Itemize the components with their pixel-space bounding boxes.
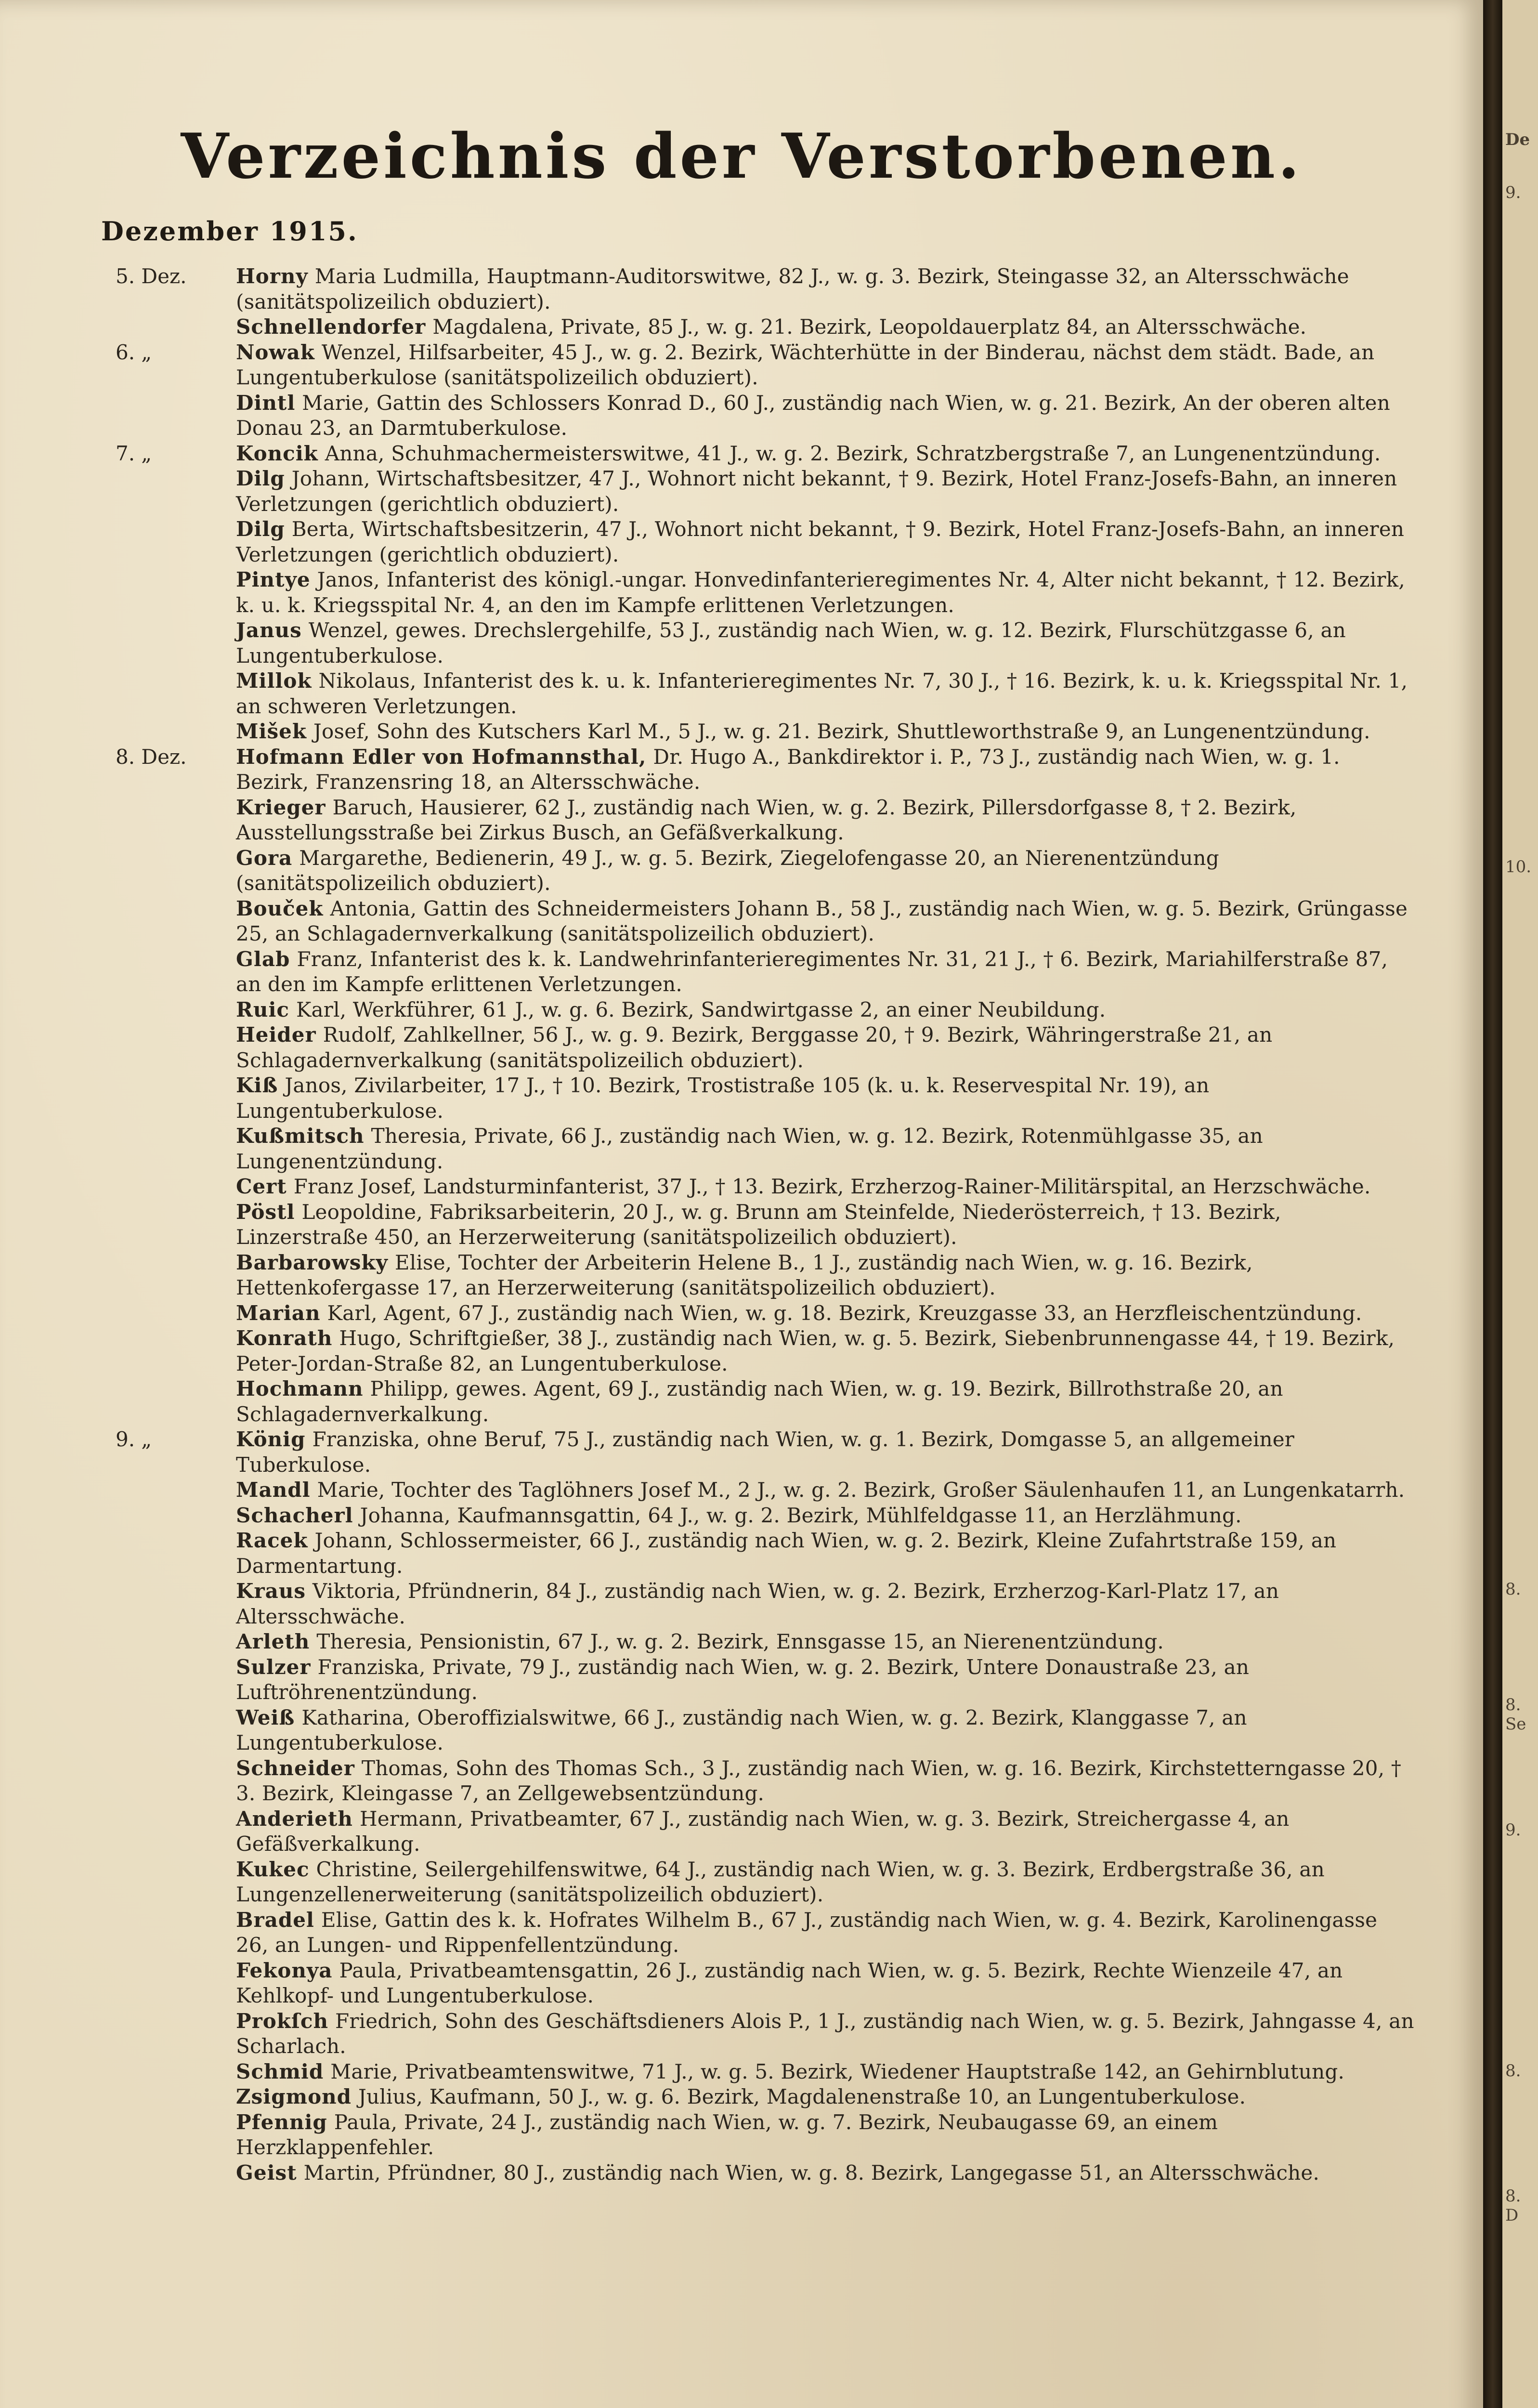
entry-details: Viktoria, Pfründnerin, 84 J., zuständig nach Wien, w. g. 2. Bezirk, Erzherzog-Karl-Platz 17, an Altersschwäche. [236, 1579, 1279, 1628]
entry-body [236, 1503, 1416, 1529]
entry-body [236, 517, 1416, 567]
death-entry [0, 2160, 1483, 2186]
adjacent-page-fragment: 8. Se [1505, 1695, 1526, 1734]
entry-surname: Krieger [236, 795, 326, 819]
adjacent-page-fragment: 9. [1505, 1820, 1521, 1840]
adjacent-page-fragment: 8. [1505, 2061, 1521, 2081]
death-entry [0, 719, 1483, 745]
adjacent-page-fragment: 9. [1505, 183, 1521, 202]
entry-body [236, 1908, 1416, 1958]
death-entry [0, 1528, 1483, 1579]
entry-details: Anna, Schuhmachermeisterswitwe, 41 J., w. g. 2. Bezirk, Schratzbergstraße 7, an Lungenentzündung. [325, 441, 1381, 465]
entry-body [236, 1958, 1416, 2009]
death-entry [0, 1503, 1483, 1529]
adjacent-page-fragment: 8. [1505, 1580, 1521, 1599]
death-entry [0, 391, 1483, 441]
entry-surname: Marian [236, 1301, 321, 1325]
death-entry [0, 340, 1483, 391]
entry-body [236, 1528, 1416, 1579]
entry-surname: Ruic [236, 997, 289, 1021]
entry-details: Karl, Werkführer, 61 J., w. g. 6. Bezirk, Sandwirtgasse 2, an einer Neubildung. [296, 997, 1106, 1021]
entry-surname: Kiß [236, 1073, 278, 1097]
entry-date: 9. „ [116, 1427, 152, 1451]
entry-surname: Weiß [236, 1705, 295, 1729]
entry-details: Wenzel, Hilfsarbeiter, 45 J., w. g. 2. Bezirk, Wächterhütte in der Binderau, nächst dem städt. Bade, an Lungentuberkulose (sanitätspolizeilich obduziert). [236, 340, 1375, 389]
entry-surname: Pfennig [236, 2110, 327, 2134]
entry-surname: Dintl [236, 391, 296, 415]
entry-details: Hermann, Privatbeamter, 67 J., zuständig nach Wien, w. g. 3. Bezirk, Streichergasse 4, an Gefäßverkalkung. [236, 1806, 1290, 1856]
death-entry [0, 1250, 1483, 1301]
entry-details: Katharina, Oberoffizialswitwe, 66 J., zuständig nach Wien, w. g. 2. Bezirk, Klanggasse 7, an Lungentuberkulose. [236, 1705, 1247, 1754]
entry-surname: Mišek [236, 720, 307, 743]
entry-surname: Geist [236, 2160, 297, 2185]
entry-body [236, 1301, 1416, 1326]
entry-body [236, 719, 1416, 745]
entry-surname: Janus [236, 618, 302, 642]
entry-details: Rudolf, Zahlkellner, 56 J., w. g. 9. Bezirk, Berggasse 20, † 9. Bezirk, Währingerstraße 21, an Schlagadernverkalkung (sanitätspolizeilich obduziert). [236, 1023, 1273, 1072]
death-entry [0, 1478, 1483, 1503]
death-entry [0, 1655, 1483, 1705]
entry-details: Maria Ludmilla, Hauptmann-Auditorswitwe, 82 J., w. g. 3. Bezirk, Steingasse 32, an Altersschwäche (sanitätspolizeilich obduziert). [236, 264, 1349, 314]
entry-body [236, 1250, 1416, 1301]
entry-body [236, 1427, 1416, 1478]
entry-surname: Fekonya [236, 1958, 333, 1982]
entry-details: Berta, Wirtschaftsbesitzerin, 47 J., Wohnort nicht bekannt, † 9. Bezirk, Hotel Franz-Josefs-Bahn, an inneren Verletzungen (gerichtlich obduziert). [236, 517, 1405, 566]
entry-details: Martin, Pfründner, 80 J., zuständig nach Wien, w. g. 8. Bezirk, Langegasse 51, an Altersschwäche. [303, 2160, 1320, 2185]
entry-body [236, 668, 1416, 719]
entry-body [236, 2160, 1416, 2186]
death-entry [0, 1908, 1483, 1958]
entry-surname: Schnellendorfer [236, 315, 426, 339]
adjacent-page-fragment: De [1505, 130, 1530, 149]
entry-surname: Heider [236, 1023, 316, 1047]
entry-surname: Schneider [236, 1756, 355, 1780]
entry-body [236, 441, 1416, 467]
entry-details: Janos, Infanterist des königl.-ungar. Honvedinfanterieregimentes Nr. 4, Alter nicht bekannt, † 12. Bezirk, k. u. k. Kriegsspital Nr. 4, an den im Kampfe erlittenen Verletzungen. [236, 568, 1405, 617]
death-entry [0, 1376, 1483, 1427]
entry-date: 8. Dez. [116, 745, 187, 769]
entry-details: Friedrich, Sohn des Geschäftsdieners Alois P., 1 J., zuständig nach Wien, w. g. 5. Bezirk, Jahngasse 4, an Scharlach. [236, 2009, 1414, 2058]
entry-body [236, 340, 1416, 391]
entry-surname: Schmid [236, 2059, 324, 2083]
entry-details: Josef, Sohn des Kutschers Karl M., 5 J., w. g. 21. Bezirk, Shuttleworthstraße 9, an Lungenentzündung. [313, 720, 1370, 743]
entry-body [236, 2059, 1416, 2085]
entry-details: Karl, Agent, 67 J., zuständig nach Wien, w. g. 18. Bezirk, Kreuzgasse 33, an Herzfleischentzündung. [327, 1301, 1362, 1325]
death-entry [0, 2009, 1483, 2059]
death-entry [0, 2110, 1483, 2160]
entry-body [236, 391, 1416, 441]
entry-details: Hugo, Schriftgießer, 38 J., zuständig nach Wien, w. g. 5. Bezirk, Siebenbrunnengasse 44, † 19. Bezirk, Peter-Jordan-Straße 82, an Lungentuberkulose. [236, 1326, 1395, 1375]
entry-surname: Gora [236, 846, 293, 870]
entry-surname: Glab [236, 947, 290, 971]
entry-body [236, 1705, 1416, 1756]
entry-body [236, 846, 1416, 896]
death-entry [0, 1200, 1483, 1250]
entry-body [236, 2110, 1416, 2160]
entry-details: Franziska, Private, 79 J., zuständig nach Wien, w. g. 2. Bezirk, Untere Donaustraße 23, an Luftröhrenentzündung. [236, 1655, 1250, 1704]
entry-surname: Arleth [236, 1630, 310, 1653]
entry-surname: Mandl [236, 1478, 311, 1502]
death-entry [0, 1301, 1483, 1326]
entry-body [236, 1022, 1416, 1073]
entry-surname: Koncik [236, 441, 318, 465]
entry-details: Marie, Gattin des Schlossers Konrad D., 60 J., zuständig nach Wien, w. g. 21. Bezirk, An der oberen alten Donau 23, an Darmtuberkulose. [236, 391, 1390, 440]
death-entry [0, 1022, 1483, 1073]
entry-surname: Horny [236, 264, 308, 288]
death-entry [0, 264, 1483, 314]
death-entry [0, 1806, 1483, 1857]
entry-details: Marie, Privatbeamtenswitwe, 71 J., w. g. 5. Bezirk, Wiedener Hauptstraße 142, an Gehirnblutung. [330, 2059, 1345, 2083]
entry-surname: Millok [236, 669, 312, 693]
entry-details: Elise, Gattin des k. k. Hofrates Wilhelm B., 67 J., zuständig nach Wien, w. g. 4. Bezirk, Karolinengasse 26, an Lungen- und Rippenfellentzündung. [236, 1908, 1378, 1957]
entry-surname: Kußmitsch [236, 1124, 365, 1148]
entry-surname: Schacherl [236, 1503, 353, 1527]
death-entry [0, 997, 1483, 1023]
entry-surname: Bradel [236, 1908, 314, 1932]
death-entry [0, 1073, 1483, 1124]
entry-surname: Prokſch [236, 2009, 329, 2033]
entry-body [236, 1806, 1416, 1857]
entry-details: Nikolaus, Infanterist des k. u. k. Infanterieregimentes Nr. 7, 30 J., † 16. Bezirk, k. u. k. Kriegsspital Nr. 1, an schweren Verletzungen. [236, 669, 1408, 718]
entry-details: Marie, Tochter des Taglöhners Josef M., 2 J., w. g. 2. Bezirk, Großer Säulenhaufen 11, an Lungenkatarrh. [317, 1478, 1405, 1502]
entry-details: Theresia, Private, 66 J., zuständig nach Wien, w. g. 12. Bezirk, Rotenmühlgasse 35, an Lungenentzündung. [236, 1124, 1263, 1173]
death-entry [0, 1174, 1483, 1200]
entry-details: Franziska, ohne Beruf, 75 J., zuständig nach Wien, w. g. 1. Bezirk, Domgasse 5, an allgemeiner Tuberkulose. [236, 1427, 1295, 1477]
entry-details: Dr. Hugo A., Bankdirektor i. P., 73 J., zuständig nach Wien, w. g. 1. Bezirk, Franzensring 18, an Altersschwäche. [236, 745, 1340, 794]
entry-details: Antonia, Gattin des Schneidermeisters Johann B., 58 J., zuständig nach Wien, w. g. 5. Bezirk, Grüngasse 25, an Schlagadernverkalkung (sanitätspolizeilich obduziert). [236, 896, 1408, 945]
entry-surname: Hofmann Edler von Hofmannsthal, [236, 745, 647, 769]
death-entry [0, 1124, 1483, 1174]
entry-body [236, 997, 1416, 1023]
entry-surname: Nowak [236, 340, 315, 364]
entry-details: Margarethe, Bedienerin, 49 J., w. g. 5. Bezirk, Ziegelofengasse 20, an Nierenentzündung (sanitätspolizeilich obduziert). [236, 846, 1219, 895]
entry-body [236, 795, 1416, 846]
adjacent-page-fragment: 8. D [1505, 2186, 1521, 2225]
death-entry [0, 896, 1483, 947]
entry-details: Franz, Infanterist des k. k. Landwehrinfanterieregimentes Nr. 31, 21 J., † 6. Bezirk, Mariahilferstraße 87, an den im Kampfe erlittenen Verletzungen. [236, 947, 1388, 996]
entry-details: Johann, Wirtschaftsbesitzer, 47 J., Wohnort nicht bekannt, † 9. Bezirk, Hotel Franz-Josefs-Bahn, an inneren Verletzungen (gerichtlich obduziert). [236, 467, 1397, 516]
entry-details: Thomas, Sohn des Thomas Sch., 3 J., zuständig nach Wien, w. g. 16. Bezirk, Kirchstetterngasse 20, † 3. Bezirk, Kleingasse 7, an Zellgewebsentzündung. [236, 1756, 1402, 1805]
entry-body [236, 1655, 1416, 1705]
entry-body [236, 2009, 1416, 2059]
entry-surname: Barbarowsky [236, 1250, 388, 1274]
entry-surname: Anderieth [236, 1806, 353, 1831]
entry-details: Baruch, Hausierer, 62 J., zuständig nach Wien, w. g. 2. Bezirk, Pillersdorfgasse 8, † 2. Bezirk, Ausstellungsstraße bei Zirkus Busch, an Gefäßverkalkung. [236, 795, 1297, 844]
entry-details: Philipp, gewes. Agent, 69 J., zuständig nach Wien, w. g. 19. Bezirk, Billrothstraße 20, an Schlagadernverkalkung. [236, 1377, 1283, 1426]
entries-list [0, 264, 1483, 2186]
death-entry [0, 1958, 1483, 2009]
entry-date: 6. „ [116, 340, 152, 364]
death-entry [0, 2059, 1483, 2085]
death-entry [0, 618, 1483, 668]
entry-body [236, 1376, 1416, 1427]
death-entry [0, 441, 1483, 467]
adjacent-page-fragment: 10. [1505, 857, 1532, 877]
page-title: Verzeichnis der Verstorbenen. [181, 120, 1303, 193]
entry-details: Johanna, Kaufmannsgattin, 64 J., w. g. 2. Bezirk, Mühlfeldgasse 11, an Herzlähmung. [360, 1503, 1242, 1527]
entry-date: 7. „ [116, 441, 152, 465]
entry-details: Janos, Zivilarbeiter, 17 J., † 10. Bezirk, Trostistraße 105 (k. u. k. Reservespital Nr. 19), an Lungentuberkulose. [236, 1073, 1210, 1123]
entry-surname: Zsigmond [236, 2085, 352, 2108]
death-entry [0, 517, 1483, 567]
entry-surname: Racek [236, 1529, 308, 1552]
entry-details: Elise, Tochter der Arbeiterin Helene B., 1 J., zuständig nach Wien, w. g. 16. Bezirk, Hettenkofergasse 17, an Herzerweiterung (sanitätspolizeilich obduziert). [236, 1250, 1253, 1299]
death-entry [0, 2084, 1483, 2110]
entry-date: 5. Dez. [116, 264, 187, 288]
death-entry [0, 795, 1483, 846]
entry-details: Christine, Seilergehilfenswitwe, 64 J., zuständig nach Wien, w. g. 3. Bezirk, Erdbergstraße 36, an Lungenzellenerweiterung (sanitätspolizeilich obduziert). [236, 1857, 1325, 1906]
death-entry [0, 314, 1483, 340]
entry-details: Julius, Kaufmann, 50 J., w. g. 6. Bezirk, Magdalenenstraße 10, an Lungentuberkulose. [358, 2085, 1246, 2108]
entry-surname: Pöstl [236, 1200, 295, 1224]
death-entry [0, 668, 1483, 719]
entry-body [236, 1478, 1416, 1503]
entry-surname: Pintye [236, 568, 311, 591]
death-entry [0, 1427, 1483, 1478]
entry-body [236, 1200, 1416, 1250]
entry-body [236, 567, 1416, 618]
entry-details: Johann, Schlossermeister, 66 J., zuständig nach Wien, w. g. 2. Bezirk, Kleine Zufahrtstraße 159, an Darmentartung. [236, 1529, 1337, 1578]
death-entry [0, 466, 1483, 517]
entry-body [236, 1579, 1416, 1629]
death-entry [0, 1705, 1483, 1756]
entry-body [236, 1073, 1416, 1124]
entry-body [236, 1756, 1416, 1806]
entry-surname: Kraus [236, 1579, 306, 1603]
entry-body [236, 1174, 1416, 1200]
entry-details: Theresia, Pensionistin, 67 J., w. g. 2. Bezirk, Ennsgasse 15, an Nierenentzündung. [316, 1630, 1164, 1653]
entry-body [236, 1629, 1416, 1655]
death-entry [0, 745, 1483, 795]
entry-body [236, 896, 1416, 947]
entry-surname: Kukec [236, 1857, 310, 1881]
entry-body [236, 618, 1416, 668]
death-entry [0, 1857, 1483, 1908]
entry-body [236, 314, 1416, 340]
entry-surname: Bouček [236, 896, 324, 920]
death-entry [0, 1756, 1483, 1806]
death-entry [0, 1629, 1483, 1655]
book-gutter [1483, 0, 1502, 2408]
death-entry [0, 947, 1483, 997]
entry-details: Paula, Privatbeamtensgattin, 26 J., zuständig nach Wien, w. g. 5. Bezirk, Rechte Wienzeile 47, an Kehlkopf- und Lungentuberkulose. [236, 1958, 1343, 2007]
entry-surname: Cert [236, 1175, 287, 1198]
entry-surname: Dilg [236, 467, 285, 490]
entry-details: Paula, Private, 24 J., zuständig nach Wien, w. g. 7. Bezirk, Neubaugasse 69, an einem Herzklappenfehler. [236, 2110, 1218, 2159]
entry-body [236, 466, 1416, 517]
entry-surname: Dilg [236, 517, 285, 541]
entry-body [236, 1857, 1416, 1908]
entry-body [236, 264, 1416, 314]
entry-body [236, 745, 1416, 795]
entry-body [236, 947, 1416, 997]
entry-details: Wenzel, gewes. Drechslergehilfe, 53 J., zuständig nach Wien, w. g. 12. Bezirk, Flurschützgasse 6, an Lungentuberkulose. [236, 618, 1346, 667]
entry-surname: Hochmann [236, 1377, 364, 1400]
entry-body [236, 2084, 1416, 2110]
death-entry [0, 1579, 1483, 1629]
month-heading: Dezember 1915. [101, 216, 358, 247]
adjacent-page-strip [1502, 0, 1538, 2408]
entry-details: Magdalena, Private, 85 J., w. g. 21. Bezirk, Leopoldauerplatz 84, an Altersschwäche. [432, 315, 1307, 339]
death-entry [0, 1326, 1483, 1376]
entry-surname: Konrath [236, 1326, 333, 1350]
death-entry [0, 567, 1483, 618]
entry-details: Leopoldine, Fabriksarbeiterin, 20 J., w. g. Brunn am Steinfelde, Niederösterreich, † 13. Bezirk, Linzerstraße 450, an Herzerweiterung (sanitätspolizeilich obduziert). [236, 1200, 1281, 1249]
entry-body [236, 1124, 1416, 1174]
entry-surname: Sulzer [236, 1655, 311, 1679]
entry-surname: König [236, 1427, 306, 1451]
death-entry [0, 846, 1483, 896]
entry-details: Franz Josef, Landsturminfanterist, 37 J., † 13. Bezirk, Erzherzog-Rainer-Militärspital, an Herzschwäche. [293, 1175, 1371, 1198]
entry-body [236, 1326, 1416, 1376]
